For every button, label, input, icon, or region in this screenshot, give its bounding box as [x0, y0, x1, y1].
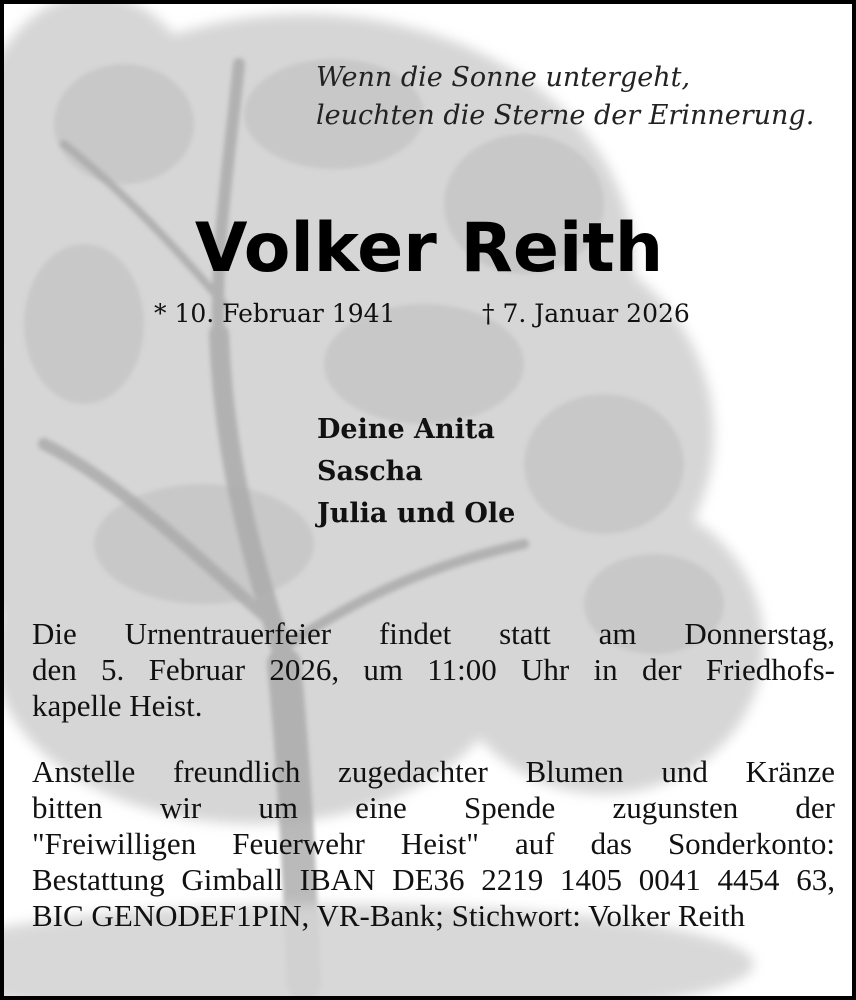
donation-line: Bestattung Gimball IBAN DE36 2219 1405 0041 4454 63,	[32, 862, 835, 897]
memorial-quote	[316, 59, 814, 135]
death-date: † 7. Januar 2026	[482, 299, 690, 328]
donation-line: BIC GENODEF1PIN, VR-Bank; Stichwort: Volker Reith	[32, 898, 746, 933]
mourner-item: Julia und Ole	[317, 498, 516, 529]
mourner-item: Deine Anita	[317, 414, 495, 445]
ceremony-paragraph	[32, 616, 835, 724]
deceased-name	[4, 209, 856, 288]
ceremony-line: den 5. Februar 2026, um 11:00 Uhr in der Friedhofs-	[32, 652, 835, 687]
quote-line-2: leuchten die Sterne der Erinnerung.	[316, 100, 815, 131]
ceremony-line: kapelle Heist.	[32, 688, 203, 723]
mourners-list	[317, 409, 515, 535]
birth-date: * 10. Februar 1941	[154, 299, 396, 328]
deceased-name-text: Volker Reith	[194, 209, 664, 288]
donation-line: Anstelle freundlich zugedachter Blumen und Kränze	[32, 754, 835, 789]
mourner-item: Sascha	[317, 456, 423, 487]
ceremony-line: Die Urnentrauerfeier findet statt am Donnerstag,	[32, 616, 835, 651]
quote-line-1: Wenn die Sonne untergeht,	[316, 62, 691, 93]
donation-line: "Freiwilligen Feuerwehr Heist" auf das Sonderkonto:	[32, 826, 835, 861]
donation-line: bitten wir um eine Spende zugunsten der	[32, 790, 835, 825]
donation-paragraph	[32, 754, 835, 934]
